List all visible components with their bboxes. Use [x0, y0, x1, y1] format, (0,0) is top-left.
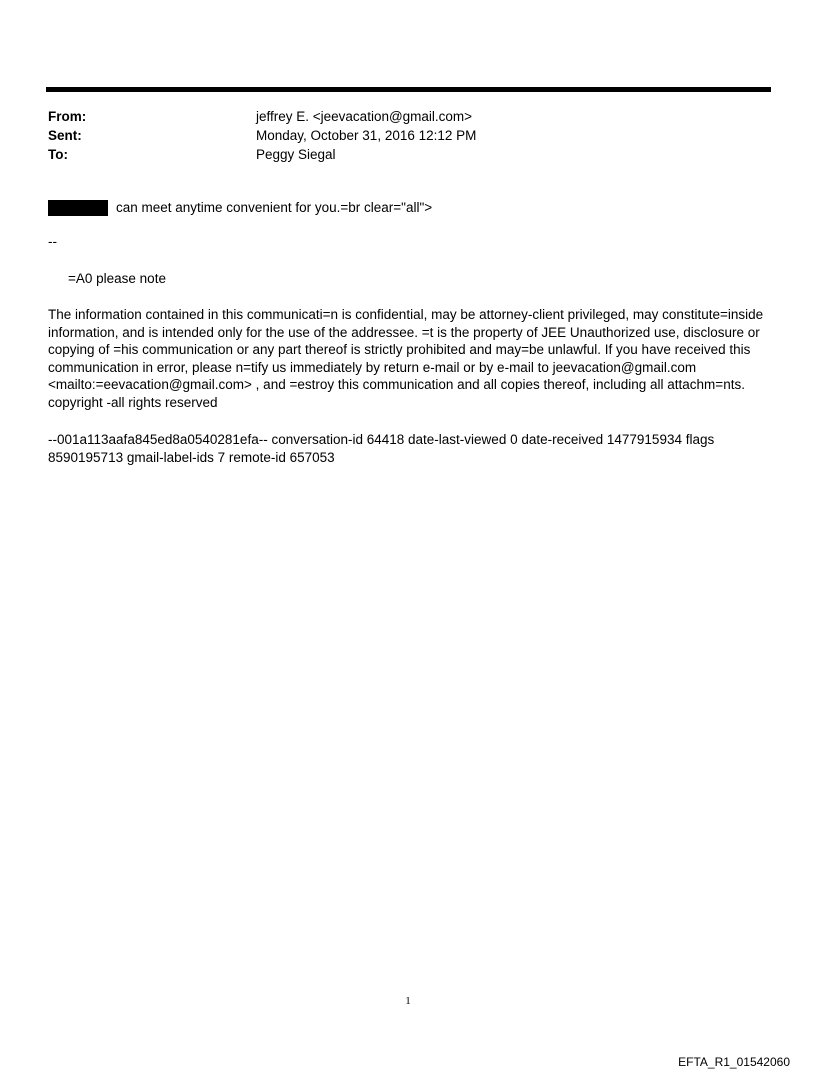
redaction-block	[48, 200, 108, 216]
please-note-line: =A0 please note	[68, 271, 166, 286]
sent-label: Sent:	[48, 128, 82, 143]
message-first-line	[48, 199, 432, 216]
signature-separator: --	[48, 234, 57, 249]
message-metadata: --001a113aafa845ed8a0540281efa-- conversation-id 64418 date-last-viewed 0 date-received 1477915934 flags 8590195713 gmail-label-ids 7 remote-id 657053	[48, 432, 715, 465]
from-row	[48, 107, 748, 126]
from-value: jeffrey E. <jeevacation@gmail.com>	[256, 109, 473, 124]
message-text: can meet anytime convenient for you.=br clear="all">	[116, 200, 433, 215]
confidentiality-disclaimer: The information contained in this communicati=n is confidential, may be attorney-client privileged, may constitute=inside information, and is intended only for the use of the addressee. =t is the property of JEE Unauthorized use, disclosure or copying of =his communication or any part thereof is strictly prohibited and may=be unlawful. If you have received this communication in error, please n=tify us immediately by return e-mail or by e-mail to jeevacation@gmail.com <mailto:=eevacation@gmail.com> , and =estroy this communication and all copies thereof, including all attachm=nts. copyright -all rights reserved	[48, 307, 764, 410]
header-divider	[46, 87, 771, 92]
sent-value: Monday, October 31, 2016 12:12 PM	[256, 128, 477, 143]
sent-row	[48, 126, 748, 145]
email-header	[48, 107, 748, 164]
to-value: Peggy Siegal	[256, 147, 336, 162]
bates-number: EFTA_R1_01542060	[678, 1055, 790, 1069]
to-row	[48, 145, 748, 164]
page-number: 1	[405, 995, 411, 1007]
from-label: From:	[48, 109, 87, 124]
to-label: To:	[48, 147, 68, 162]
